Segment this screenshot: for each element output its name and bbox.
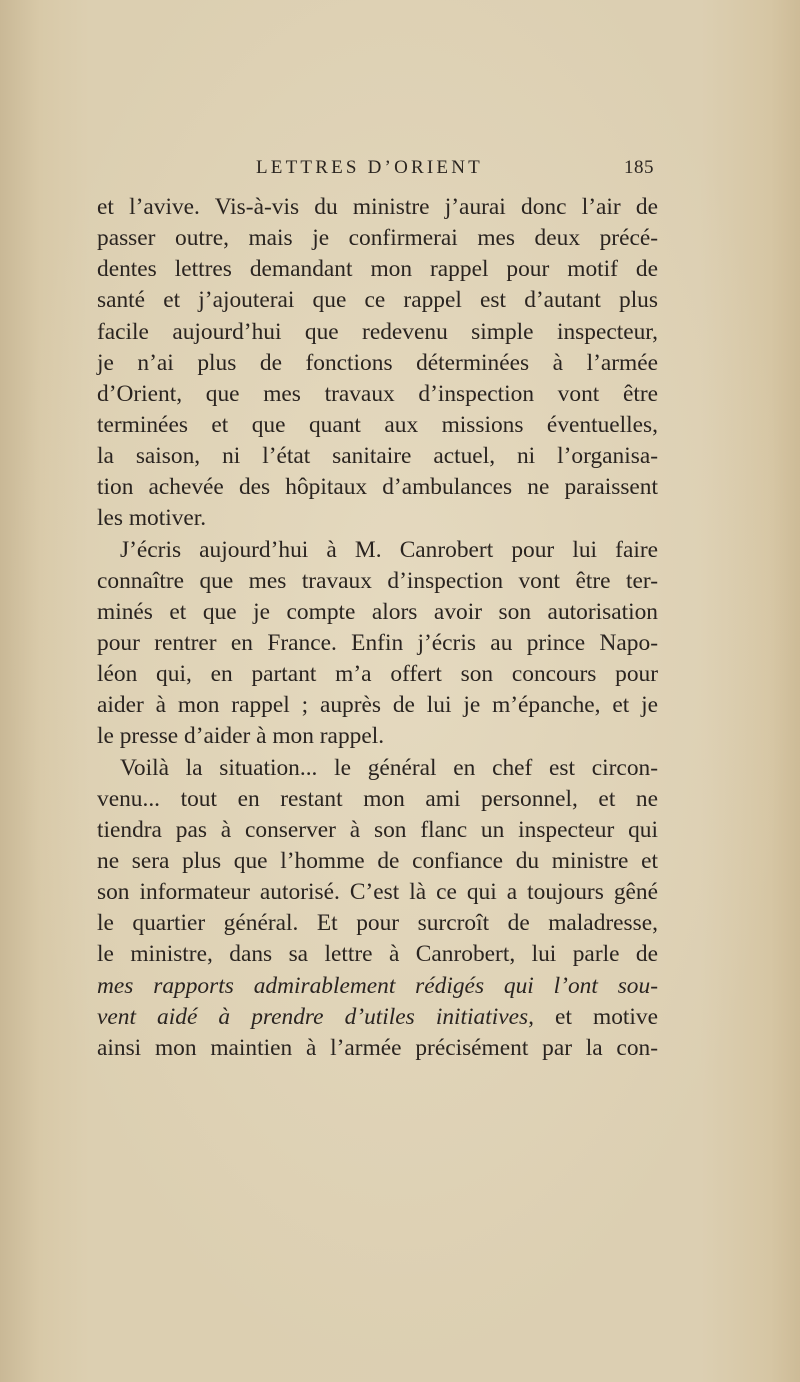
text-line: le ministre, dans sa lettre à Canrobert, lui parle de [97, 941, 658, 968]
text-line: venu... tout en restant mon ami personnel, et ne [97, 785, 658, 812]
text-line: la saison, ni l’état sanitaire actuel, ni l’organisa- [97, 443, 658, 470]
text-line: passer outre, mais je confirmerai mes deux précé- [97, 225, 658, 252]
text-fragment: et motive [533, 1003, 658, 1030]
paragraph-end-line: les motiver. [97, 505, 207, 532]
text-line: connaître que mes travaux d’inspection vont être ter- [97, 567, 658, 594]
italic-quote-line: mes rapports admirablement rédigés qui l’ont sou- [97, 972, 658, 999]
text-line: léon qui, en partant m’a offert son concours pour [97, 661, 658, 688]
page-number: 185 [624, 157, 654, 178]
running-title: LETTRES D’ORIENT [256, 157, 483, 178]
text-line: aider à mon rappel ; auprès de lui je m’épanche, et je [97, 692, 658, 719]
text-line: facile aujourd’hui que redevenu simple inspecteur, [97, 318, 658, 345]
italic-quote-fragment: vent aidé à prendre d’utiles initiatives, [97, 1003, 534, 1030]
page-header [230, 153, 654, 183]
text-line: le quartier général. Et pour surcroît de maladresse, [97, 910, 658, 937]
mixed-line [97, 1002, 658, 1033]
text-line: ne sera plus que l’homme de confiance du ministre et [97, 847, 658, 874]
paragraph-start-line: Voilà la situation... le général en chef est circon- [120, 754, 658, 781]
text-line: tiendra pas à conserver à son flanc un inspecteur qui [97, 816, 658, 843]
text-line: pour rentrer en France. Enfin j’écris au prince Napo- [97, 629, 658, 656]
text-line: terminées et que quant aux missions éventuelles, [97, 411, 658, 438]
text-line: santé et j’ajouterai que ce rappel est d’autant plus [97, 287, 658, 314]
text-line: ainsi mon maintien à l’armée précisément par la con- [97, 1034, 658, 1061]
text-line: tion achevée des hôpitaux d’ambulances ne paraissent [97, 474, 658, 501]
text-line: je n’ai plus de fonctions déterminées à l’armée [97, 349, 658, 376]
body-text [97, 192, 658, 1064]
paragraph-start-line: J’écris aujourd’hui à M. Canrobert pour lui faire [120, 536, 658, 563]
text-line: minés et que je compte alors avoir son autorisation [97, 598, 658, 625]
text-line: dentes lettres demandant mon rappel pour motif de [97, 256, 658, 283]
text-line: et l’avive. Vis-à-vis du ministre j’aurai donc l’air de [97, 194, 658, 220]
text-line: son informateur autorisé. C’est là ce qui a toujours gêné [97, 879, 658, 906]
text-line: d’Orient, que mes travaux d’inspection vont être [97, 380, 658, 407]
paragraph-end-line: le presse d’aider à mon rappel. [97, 723, 385, 750]
